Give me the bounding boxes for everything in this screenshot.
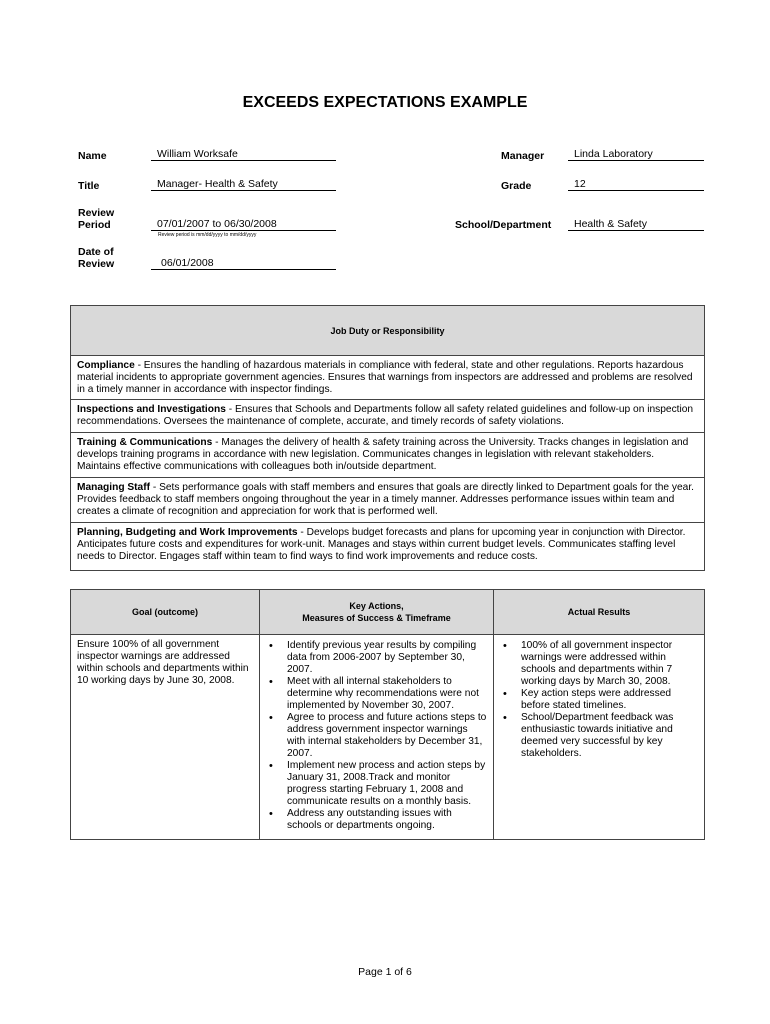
date-of-review-field[interactable]: 06/01/2008: [151, 257, 336, 270]
key-actions-list: [261, 636, 492, 836]
actual-results-cell: [494, 635, 705, 840]
list-item: • Implement new process and action steps by January 31, 2008.Track and monitor progress starting February 1, 2008 and communicate results on a monthly basis.: [261, 760, 488, 808]
duty-row: Managing Staff - Sets performance goals with staff members and ensures that goals are directly linked to Department goals for the year. Provides feedback to staff members ongoing throughout the year in a timely manner. Addresses performance issues within team and creates a climate of recognition and appreciation for work that is performed well.: [71, 478, 705, 523]
date-of-review-label: Date of Review: [78, 246, 115, 270]
review-period-field[interactable]: 07/01/2007 to 06/30/2008: [151, 218, 336, 231]
page-title: EXCEEDS EXPECTATIONS EXAMPLE: [242, 94, 528, 111]
duty-row: Compliance - Ensures the handling of hazardous materials in compliance with federal, state and other regulations. Reports hazardous material incidents to appropriate government agencies. Ensures that warnings from inspectors are addressed and problems are resolved in a timely manner in accordance with inspector findings.: [71, 356, 705, 400]
list-item: • Address any outstanding issues with schools or departments ongoing.: [261, 808, 488, 832]
school-department-label: School/Department: [455, 219, 552, 231]
name-label: Name: [78, 150, 107, 162]
list-item: • Key action steps were addressed before stated timelines.: [495, 688, 699, 712]
page-number: Page 1 of 6: [358, 966, 412, 978]
title-label: Title: [78, 180, 100, 192]
goals-table: [70, 589, 705, 840]
goal-cell: Ensure 100% of all government inspector warnings are addressed within schools and departments within 10 working days by June 30, 2008.: [71, 635, 260, 840]
list-item: • Meet with all internal stakeholders to determine why recommendations were not implemented by November 30, 2007.: [261, 676, 488, 712]
title-field[interactable]: Manager- Health & Safety: [151, 178, 336, 191]
name-field[interactable]: William Worksafe: [151, 148, 336, 161]
duty-row: Inspections and Investigations - Ensures that Schools and Departments follow all safety related guidelines and follow-up on inspection recommendations. Oversees the maintenance of complete, accurate, and timely records of safety violations.: [71, 400, 705, 433]
school-department-field[interactable]: Health & Safety: [568, 218, 704, 231]
review-period-note: Review period is mm/dd/yyyy to mm/dd/yyyy: [158, 232, 257, 238]
duty-row: Training & Communications - Manages the delivery of health & safety training across the University. Tracks changes in legislation and develops training programs in accordance with new legislation. Communicates changes in legislation with relevant stakeholders. Maintains effective communications with colleagues both in/outside department.: [71, 433, 705, 478]
job-duty-header: Job Duty or Responsibility: [71, 306, 705, 356]
duty-row: Planning, Budgeting and Work Improvements - Develops budget forecasts and plans for upcoming year in conjunction with Director. Anticipates future costs and expenditures for work-unit. Manages and stays within current budget levels. Communicates staffing level needs to Director. Engages staff within team to find ways to find work improvements and reduce costs.: [71, 523, 705, 571]
manager-field[interactable]: Linda Laboratory: [568, 148, 704, 161]
list-item: • School/Department feedback was enthusiastic towards initiative and deemed very successful by key stakeholders.: [495, 712, 699, 760]
grade-label: Grade: [501, 180, 532, 192]
grade-field[interactable]: 12: [568, 178, 704, 191]
list-item: • 100% of all government inspector warnings were addressed within schools and departments within 7 working days by March 30, 2008.: [495, 640, 699, 688]
goal-header: Goal (outcome): [71, 590, 260, 635]
manager-label: Manager: [501, 150, 545, 162]
job-duty-table: [70, 305, 705, 571]
actual-results-list: [495, 636, 703, 764]
actual-results-header: Actual Results: [494, 590, 705, 635]
list-item: • Agree to process and future actions steps to address government inspector warnings with internal stakeholders by December 31, 2007.: [261, 712, 488, 760]
key-actions-cell: [260, 635, 494, 840]
list-item: • Identify previous year results by compiling data from 2006-2007 by September 30, 2007.: [261, 640, 488, 676]
review-period-label: Review Period: [78, 207, 115, 231]
key-actions-header: Key Actions, Measures of Success & Timeframe: [260, 590, 494, 635]
